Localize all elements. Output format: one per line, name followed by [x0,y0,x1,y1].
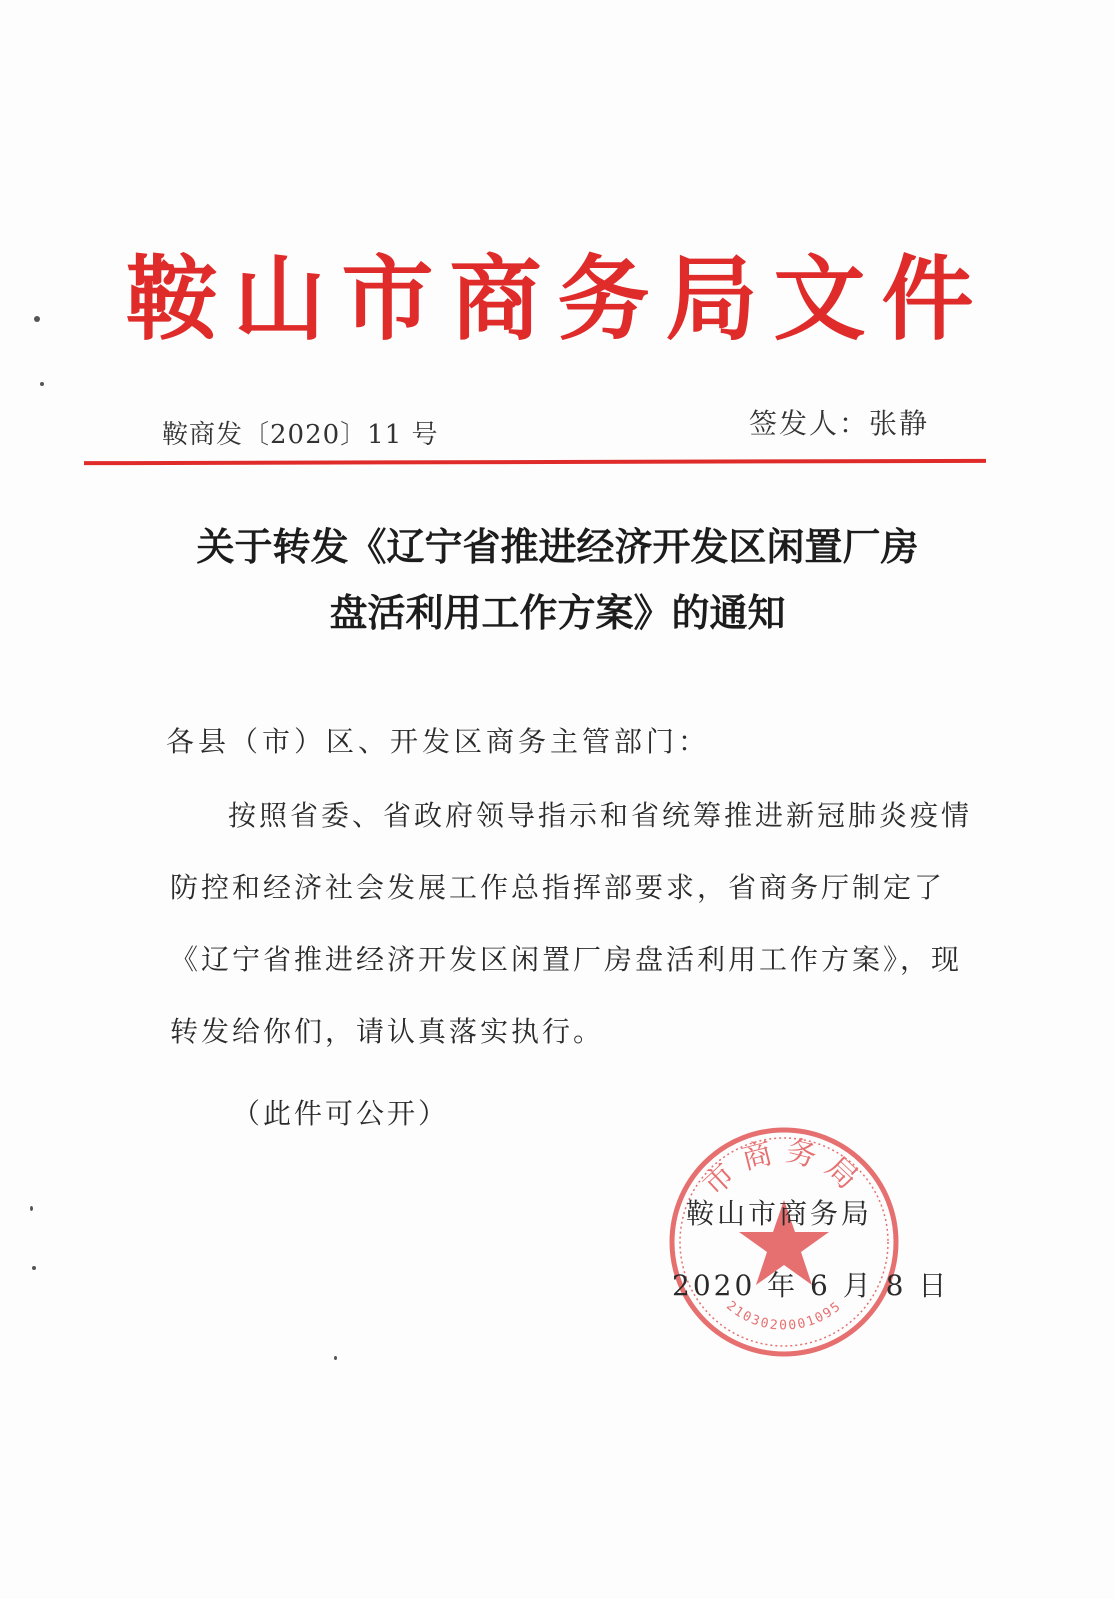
scan-speck [34,316,40,322]
body-line-4: 转发给你们，请认真落实执行。 [170,1015,605,1048]
scan-speck [32,1266,36,1270]
scan-speck [40,382,44,386]
scan-speck [334,1356,337,1360]
issuer-name: 鞍山市商务局 [686,1197,873,1230]
official-seal [664,1122,904,1362]
body-paragraph [170,780,973,1068]
notice-title [0,514,1115,646]
seal-serial: 2103020001095 [723,1298,845,1334]
notice-title-line-1: 关于转发《辽宁省推进经济开发区闲置厂房 [196,525,919,569]
body-line-3: 《辽宁省推进经济开发区闲置厂房盘活利用工作方案》，现 [170,943,963,976]
notice-title-line-2: 盘活利用工作方案》的通知 [329,591,786,635]
document-number: 鞍商发〔2020〕11 号 [162,420,439,450]
body-line-2: 防控和经济社会发展工作总指挥部要求，省商务厅制定了 [170,871,946,904]
issue-date: 2020 年 6 月 8 日 [672,1269,950,1302]
scan-speck [30,1206,33,1211]
salutation: 各县（市）区、开发区商务主管部门： [166,725,711,758]
body-line-1: 按照省委、省政府领导指示和省统筹推进新冠肺炎疫情 [228,799,973,832]
letterhead-title: 鞍山市商务局文件 [125,245,990,353]
public-disclosure-note: （此件可公开） [232,1097,450,1130]
red-divider-line [84,459,986,465]
signer: 签发人：张静 [748,407,929,440]
seal-top-text: 市商务局 [696,1133,872,1204]
